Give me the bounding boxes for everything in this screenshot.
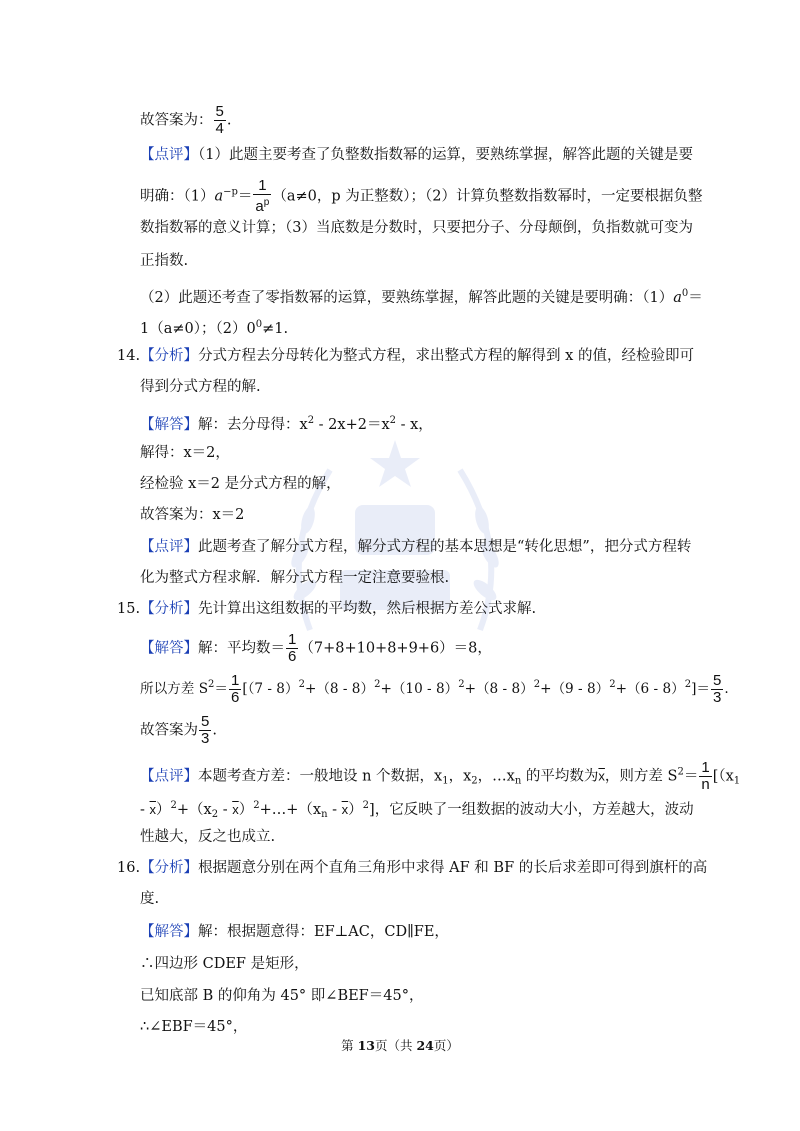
comment-13-line2: 明确：$(1)a^{-p}=$ $\frac{1}{a^p}$ （a≠0，p 为正整数）；（2）计算负整数指数幂时，一定要根据负整 — [140, 177, 703, 215]
comment-13-line3: 数指数幂的意义计算；（3）当底数是分数时，只要把分子、分母颠倒，负指数就可变为 — [140, 220, 693, 236]
fraction-1-6: $\frac{1}{6}$ — [288, 631, 297, 665]
question-number: 14. — [117, 348, 141, 364]
fraction-1-over-a-p: $\frac{1}{a^p}$ — [255, 177, 270, 215]
solution-tag: 【解答】 — [140, 417, 198, 433]
q16-solution-line2: ∴四边形 CDEF 是矩形， — [140, 956, 309, 972]
fraction-1-n: $\frac{1}{n}$ — [701, 759, 710, 793]
answer-13: 故答案为： $\frac{5}{4}$ . — [140, 103, 232, 137]
q14-analysis-line1: 14.【分析】分式方程去分母转化为整式方程，求出整式方程的解得到 x 的值，经检验即可 — [117, 348, 694, 364]
q14-comment-line1: 【点评】此题考查了解分式方程，解分式方程的基本思想是“转化思想”，把分式方程转 — [140, 539, 692, 555]
q15-solution-line1: 【解答】解：平均数＝ $\frac{1}{6}$ （7+8+10+8+9+6）＝8， — [140, 631, 492, 665]
q16-solution-line1: 【解答】解：根据题意得：EF⊥AC，CD∥FE， — [140, 924, 449, 940]
page-footer: 第 13页（共 24页） — [341, 1038, 459, 1053]
fraction-5-3: $\frac{5}{3}$ — [201, 713, 210, 747]
answer-label: 故答案为： — [140, 112, 213, 129]
q15-analysis: 15.【分析】先计算出这组数据的平均数，然后根据方差公式求解. — [117, 601, 537, 617]
q16-solution-line3: 已知底部 B 的仰角为 45° 即∠BEF＝45°， — [140, 988, 424, 1004]
q14-solution-line3: 经检验 x＝2 是分式方程的解， — [140, 476, 341, 492]
q16-analysis-line1: 16.【分析】根据题意分别在两个直角三角形中求得 AF 和 BF 的长后求差即可得到旗杆的高 — [117, 860, 708, 876]
q16-analysis-line2: 度. — [140, 891, 160, 907]
q14-solution-line1: 【解答】解：去分母得：$x^2 - 2x+2=x^2 - x$， — [140, 415, 433, 433]
analysis-tag: 【分析】 — [140, 601, 199, 617]
q15-solution-line2: 所以方差 $S^2=$ $\frac{1}{6}$ [（7 - 8）$^2$+（8 - 8）$^2$+（10 - 8）$^2$+（8 - 8）$^2$+（9 - 8）$^2$+（6 - 8）$^2$]＝ $\frac{5}{3}$ . — [140, 672, 729, 706]
q14-analysis-line2: 得到分式方程的解. — [140, 379, 261, 395]
fraction-1-6: $\frac{1}{6}$ — [230, 672, 240, 706]
q14-solution-line4: 故答案为：x＝2 — [140, 507, 245, 523]
comment-13-line1: 【点评】（1）此题主要考查了负整数指数幂的运算，要熟练掌握，解答此题的关键是要 — [140, 147, 693, 163]
page-total: 24 — [416, 1038, 434, 1053]
comment-13-line6: 1（a≠0）；$(2)0^0\ne 1$. — [140, 319, 289, 337]
analysis-tag: 【分析】 — [140, 348, 199, 364]
q15-solution-line3: 故答案为 $\frac{5}{3}$ . — [140, 713, 217, 747]
fraction-5-4: $\frac{5}{4}$ — [215, 103, 224, 137]
q14-solution-line2: 解得：x＝2， — [140, 445, 230, 461]
fraction-5-3: $\frac{5}{3}$ — [712, 672, 722, 706]
comment-tag: 【点评】 — [140, 768, 198, 785]
q16-solution-line4: ∴∠EBF＝45°， — [140, 1019, 248, 1035]
solution-tag: 【解答】 — [140, 640, 198, 657]
analysis-tag: 【分析】 — [140, 860, 199, 876]
page-number: 13 — [357, 1038, 375, 1053]
comment-tag: 【点评】 — [140, 147, 198, 163]
q15-comment-line2: - $\overline{x})^2+(x_2$ - $\overline{x})^2+\dots+(x_n - \overline{x})^2$]，它反映了一组数据的波动大小，方差越大，波动 — [140, 800, 694, 820]
question-number: 16. — [117, 860, 141, 876]
q15-comment-line3: 性越大，反之也成立. — [140, 829, 276, 845]
comment-13-line5: （2）此题还考查了零指数幂的运算，要熟练掌握，解答此题的关键是要明确：$(1)a^0=$ — [140, 288, 703, 306]
q14-comment-line2: 化为整式方程求解．解分式方程一定注意要验根. — [140, 570, 450, 586]
comment-13-line4: 正指数. — [140, 253, 189, 269]
q15-comment-line1: 【点评】本题考查方差：一般地设 n 个数据，$x_1$，$x_2$，$\dots x_n$ 的平均数为$\overline{x}$，则方差 $S^2=$ $\frac{1}{n}$ [（$x_1$ — [140, 759, 741, 793]
comment-tag: 【点评】 — [140, 539, 198, 555]
solution-tag: 【解答】 — [140, 924, 198, 940]
question-number: 15. — [117, 601, 141, 617]
